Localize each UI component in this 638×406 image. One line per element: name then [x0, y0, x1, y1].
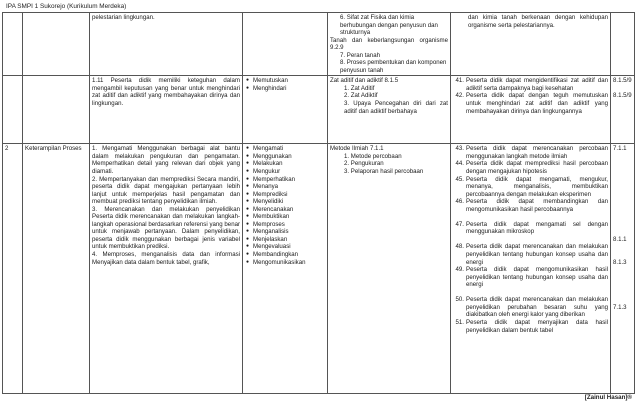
kata-kerja-item	[245, 85, 325, 93]
indikator-text: Peserta didik dapat dengan teguh memutuskan untuk menghindari zat aditif dan adiktif yang membahayakan dirinya dan lingkungannya	[466, 92, 608, 115]
indikator-number: 44.	[455, 160, 464, 168]
kode-value: 8.1.5/9	[613, 77, 632, 85]
indikator-text: Peserta didik dapat merencanakan dan melakukan penyelidikan tentang hubungan konsep usaha dan energi	[466, 243, 608, 266]
indikator-number: 45.	[455, 175, 464, 183]
materi-line: 1. Zat Aditif	[344, 84, 375, 92]
kata-kerja-item	[245, 221, 325, 229]
kata-kerja-label: Melakukan	[253, 160, 283, 168]
indikator-item	[453, 176, 608, 199]
kata-kerja-item	[245, 168, 325, 176]
cell-kode	[611, 144, 635, 394]
kode-value	[613, 85, 632, 93]
kode-value	[613, 251, 632, 259]
tujuan-list	[92, 145, 240, 266]
indikator-item	[453, 160, 608, 175]
cell-kata-kerja	[243, 144, 328, 394]
cell-no: 2	[3, 144, 23, 394]
indikator-number: 51.	[455, 318, 464, 326]
materi-line: 8. Proses pembentukan dan komponen penyusun tanah	[340, 59, 447, 74]
indikator-text: Peserta didik dapat merencanakan percobaan menggunakan langkah metode ilmiah	[466, 145, 608, 160]
indikator-number: 50.	[455, 296, 464, 304]
bullet-icon: ●	[246, 168, 250, 175]
materi-list	[330, 77, 448, 115]
kata-kerja-label: Mengomunikasikan	[253, 258, 306, 266]
indikator-item	[453, 145, 608, 160]
indikator-text: Peserta didik dapat menyajikan data hasil penyelidikan dalam bentuk tabel	[466, 318, 608, 334]
kata-kerja-item	[245, 77, 325, 85]
kata-kerja-item	[245, 176, 325, 184]
page-footer: [Zainul Hasan]®	[584, 394, 632, 401]
indikator-text: Peserta didik dapat mengamati, mengukur, menanya, menganalisis, membuktikan percobaannya dengan melakukan eksperimen	[466, 175, 608, 198]
kode-value	[613, 206, 632, 214]
kode-value	[613, 153, 632, 161]
bullet-icon: ●	[246, 84, 250, 91]
kode-value: 8.1.3	[613, 258, 627, 266]
kata-kerja-label: Merencanakan	[253, 205, 294, 213]
indikator-item	[453, 243, 608, 266]
kode-value: 7.1.3	[613, 303, 627, 311]
cell-indikator	[451, 13, 611, 76]
kata-kerja-label: Menyelidiki	[253, 198, 284, 206]
indikator-number: 48.	[455, 243, 464, 251]
indikator-number: 42.	[455, 92, 464, 100]
indikator-item	[453, 221, 608, 236]
tujuan-paragraph: 3. Merencanakan dan melakukan penyelidikan Peserta didik merencanakan dan melakukan langkah-langkah operasional berdasarkan referensi yang benar untuk menjawab pertanyaan. Dalam penyelidikan, peserta didik menggunakan berbagai jenis variabel untuk membuktikan prediksi.	[92, 205, 240, 251]
kata-kerja-label: Menanya	[253, 183, 279, 191]
kata-kerja-label: Mengevaluasi	[253, 243, 291, 251]
materi-line: Zat aditif dan adiktif 8.1.5	[330, 77, 399, 85]
indikator-item	[453, 266, 608, 289]
bullet-icon: ●	[246, 198, 250, 205]
cell-elemen: Keterampilan Proses	[23, 144, 90, 394]
kode-value: 8.1.1	[613, 235, 627, 243]
materi-line: Tanah dan keberlangsungan organisme 9.2.9	[330, 36, 448, 52]
tujuan-text: pelestarian lingkungan.	[92, 14, 155, 21]
kode-value	[613, 191, 632, 199]
kata-kerja-list	[245, 77, 325, 92]
materi-line: 6. Sifat zat Fisika dan kimia berhubungan dengan penyusun dan strukturnya	[340, 14, 438, 37]
indikator-item	[453, 319, 608, 334]
indikator-text: Peserta didik dapat merencanakan dan melakukan penyelidikan perubahan besaran suhu yang diakibatkan oleh energi kalor yang diberikan	[466, 296, 608, 319]
kode-value	[613, 183, 632, 191]
cell-tujuan	[90, 144, 243, 394]
kode-value: 7.1.1	[613, 145, 627, 153]
kata-kerja-item	[245, 183, 325, 191]
indikator-text: dan kimia tanah berkenaan dengan kehidupan organisme serta pelestariannya.	[468, 14, 608, 29]
kata-kerja-label: Menghindari	[253, 84, 287, 92]
cell-kata-kerja	[243, 76, 328, 144]
cell-no	[3, 13, 23, 76]
kata-kerja-item	[245, 206, 325, 214]
kata-kerja-label: Menjelaskan	[253, 235, 288, 243]
kode-list	[613, 145, 632, 311]
kode-value	[613, 266, 632, 274]
kata-kerja-item	[245, 259, 325, 267]
materi-line: 3. Upaya Pencegahan diri dari zat aditif dan adiktif berbahaya	[344, 100, 448, 115]
bullet-icon: ●	[246, 220, 250, 227]
kata-kerja-label: Menggunakan	[253, 152, 292, 160]
kata-kerja-label: Memutuskan	[253, 77, 288, 85]
kata-kerja-label: Membuktikan	[253, 213, 290, 221]
cell-elemen	[23, 76, 90, 144]
cell-tujuan	[90, 76, 243, 144]
materi-line: 1. Metode percobaan	[344, 152, 402, 160]
indikator-item	[453, 198, 608, 213]
table-row	[3, 144, 635, 394]
cell-kata-kerja	[243, 13, 328, 76]
indikator-item	[453, 296, 608, 319]
cell-no	[3, 76, 23, 144]
indikator-number: 46.	[455, 198, 464, 206]
bullet-icon: ●	[246, 152, 250, 159]
bullet-icon: ●	[246, 205, 250, 212]
tujuan-paragraph: 4. Memproses, menganalisis data dan informasi Menyajikan data dalam bentuk tabel, grafik,	[92, 251, 240, 266]
materi-line: 2. Pengukuran	[344, 160, 384, 168]
kata-kerja-item	[245, 153, 325, 161]
indikator-list	[453, 145, 608, 334]
tujuan-paragraph: 1. Mengamati Menggunakan berbagai alat bantu dalam melakukan pengukuran dan pengamatan. Memperhatikan detail yang relevan dari objek yang diamati.	[92, 145, 240, 176]
bullet-icon: ●	[246, 251, 250, 258]
kata-kerja-label: Memprediksi	[253, 190, 288, 198]
kode-value	[613, 176, 632, 184]
kode-value	[613, 296, 632, 304]
bullet-icon: ●	[246, 183, 250, 190]
bullet-icon: ●	[246, 258, 250, 265]
kata-kerja-label: Mengamati	[253, 145, 284, 153]
indikator-number: 41.	[455, 77, 464, 85]
kata-kerja-list	[245, 145, 325, 266]
kode-list	[613, 77, 632, 100]
bullet-icon: ●	[246, 243, 250, 250]
indikator-text: Peserta didik dapat mengamati sel dengan menggunakan mikroskop	[466, 220, 608, 236]
materi-line: 3. Pelaporan hasil percobaan	[344, 168, 424, 176]
cell-kode	[611, 13, 635, 76]
kode-value	[613, 221, 632, 229]
kata-kerja-item	[245, 198, 325, 206]
tujuan-paragraph: 2. Mempertanyakan dan memprediksi Secara mandiri, peserta didik dapat mengajukan pertanyaan lebih lanjut untuk memperjelas hasil pengamatan dan membuat prediksi tentang penyelidikan ilmiah.	[92, 175, 240, 206]
kode-value	[613, 243, 632, 251]
curriculum-table	[2, 12, 635, 394]
kata-kerja-item	[245, 243, 325, 251]
kode-value	[613, 198, 632, 206]
materi-line: 7. Peran tanah	[340, 51, 380, 59]
bullet-icon: ●	[246, 145, 250, 152]
kode-value	[613, 213, 632, 221]
cell-elemen	[23, 13, 90, 76]
indikator-item	[453, 92, 608, 115]
kata-kerja-label: Membandingkan	[253, 251, 299, 259]
kata-kerja-item	[245, 191, 325, 199]
kode-value	[613, 228, 632, 236]
bullet-icon: ●	[246, 175, 250, 182]
materi-line: 2. Zat Adiktif	[344, 92, 378, 100]
bullet-icon: ●	[246, 235, 250, 242]
table-row	[3, 13, 635, 76]
bullet-icon: ●	[246, 190, 250, 197]
cell-materi	[328, 144, 451, 394]
kata-kerja-label: Menganalisis	[253, 228, 289, 236]
materi-list	[330, 145, 448, 175]
kata-kerja-item	[245, 213, 325, 221]
bullet-icon: ●	[246, 160, 250, 167]
indikator-text: Peserta didik dapat mengidentifikasi zat aditif dan adiktif serta dampaknya bagi kesehatan	[466, 77, 608, 92]
kode-value	[613, 168, 632, 176]
indikator-text: Peserta didik dapat memprediksi hasil percobaan dengan mengajukan hipotesis	[466, 160, 608, 176]
kata-kerja-label: Mengukur	[253, 168, 281, 176]
kode-value	[613, 160, 632, 168]
indikator-number: 49.	[455, 266, 464, 274]
kata-kerja-label: Memproses	[253, 220, 285, 228]
indikator-number: 47.	[455, 220, 464, 228]
kode-value	[613, 274, 632, 282]
materi-list	[330, 14, 448, 74]
kata-kerja-item	[245, 160, 325, 168]
cell-tujuan	[90, 13, 243, 76]
bullet-icon: ●	[246, 213, 250, 220]
tujuan-text: 1.11 Peserta didik memiliki keteguhan dalam mengambil keputusan yang benar untuk menghindari zat aditif dan adiktif yang membahayakan dirinya dan lingkungan.	[92, 77, 240, 108]
cell-materi	[328, 13, 451, 76]
cell-kode	[611, 76, 635, 144]
kode-value: 8.1.5/9	[613, 92, 632, 100]
page-header: IPA SMPI 1 Sukorejo (Kurikulum Merdeka)	[6, 3, 127, 10]
indikator-item	[453, 77, 608, 92]
cell-indikator	[451, 76, 611, 144]
indikator-text: Peserta didik dapat mengomunikasikan hasil penyelidikan tentang hubungan konsep usaha dan energi	[466, 266, 608, 289]
kata-kerja-item	[245, 251, 325, 259]
bullet-icon: ●	[246, 228, 250, 235]
table-row	[3, 76, 635, 144]
kata-kerja-item	[245, 236, 325, 244]
bullet-icon: ●	[246, 77, 250, 84]
indikator-number: 43.	[455, 145, 464, 153]
indikator-text: Peserta didik dapat membandingkan dan mengomunikasikan hasil percobaannya	[466, 198, 608, 213]
kata-kerja-label: Memperhatikan	[253, 175, 295, 183]
kata-kerja-item	[245, 228, 325, 236]
kata-kerja-item	[245, 145, 325, 153]
kode-value	[613, 281, 632, 289]
indikator-list	[453, 77, 608, 115]
cell-indikator	[451, 144, 611, 394]
materi-line: Metode Ilmiah 7.1.1	[330, 145, 384, 153]
kode-value	[613, 289, 632, 297]
cell-materi	[328, 76, 451, 144]
